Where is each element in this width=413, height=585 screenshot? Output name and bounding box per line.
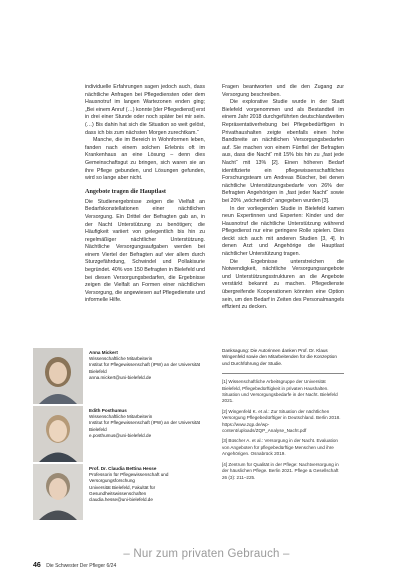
reference-item: [2] Wingenfeld K. et al.: Zur Situation der nächtlichen Versorgung Pflegebedürftiger in Deutschland. Berlin 2018. https://www.zqp.de/wp-content/uploads/ZQP_Analyse_Nacht.pdf <box>222 408 341 434</box>
author-email[interactable]: e.posthumus@uni-bielefeld.de <box>89 432 152 438</box>
author-name: Anna Mickert <box>89 350 118 355</box>
author-email[interactable]: claudia.hesse@uni-bielefeld.de <box>89 497 153 503</box>
author-details <box>89 466 211 503</box>
page-footer <box>33 562 116 569</box>
notes-divider <box>222 373 344 374</box>
author-organization: Institut für Pflegewissenschaft (IPW) an der Universität Bielefeld <box>89 362 201 374</box>
author-role: Wissenschaftliche Mitarbeiterin <box>89 356 153 362</box>
author-photo <box>33 464 83 520</box>
author-organization: Universität Bielefeld, Fakultät für Gesundheitswissenschaften <box>89 484 156 496</box>
author-photo <box>33 348 83 404</box>
body-paragraph: Die Ergebnisse unterstreichen die Notwendigkeit, nächtliche Versorgungsangebote und Unterstützungsstrukturen an die Angebote verstärkt bekannt zu machen. Pflegedienste übergreifende Kooperationen könnten eine Option sein, um den Bedarf in Zeiten des Personalmangels effizient zu decken. <box>222 258 344 311</box>
author-photo <box>33 406 83 462</box>
page-number: 46 <box>33 562 41 569</box>
reference-item: [1] Wissenschaftliche Arbeitsgruppe der Universität Bielefeld, Pflegebedürftigkeit in privaten Haushalten. Situation und Versorgungsbedarfe in der Nacht. Bielefeld 2021. <box>222 379 338 404</box>
author-email[interactable]: anna.mickert@uni-bielefeld.de <box>89 374 152 380</box>
body-paragraph: individuelle Erfahrungen sagen jedoch auch, dass nächtliche Anfragen bei Pflegediensten oder dem Hausnotruf im langen Wartezonen enden ging; „Bei einem Anruf (…) konnte [der Pflegedienst] erst in drei einer Stunde oder noch später bei mir sein. (…) Bis dahin hat sich die Situation so weit gelöst, dass ich bis zum nächsten Morgen zurechtkam.“ <box>85 84 205 136</box>
reference-item: [4] Zentrum für Qualität in der Pflege: Nachtversorgung in der häuslichen Pflege. Berlin 2021. Pflege & Gesellschaft 26 (3): 211–225. <box>222 461 339 480</box>
body-paragraph: Fragen beantworten und die den Zugang zur Versorgung beschreiben. <box>222 84 344 98</box>
body-paragraph: In der vorliegenden Studie in Bielefeld kamen neun Expertinnen und Experten: Kinder und der Hausnotruf die nächtliche Unterstützung während Pflegedienst nur eine geringere Rolle spielen. Dies deckt sich auch mit anderen Studien [3, 4]. In denen Arzt und Angehörige die Hauptlast nächtlicher Unterstützung tragen. <box>222 205 344 258</box>
acknowledgement: Danksagung: Die Autorinnen danken Prof. Dr. Klaus Wingenfeld sowie den Mitarbeitenden für die Konzeption und Durchführung der Studie. <box>222 348 337 366</box>
author-role: Professorin für Pflegewissenschaft und Versorgungsforschung <box>89 472 169 484</box>
author-card <box>33 464 213 522</box>
section-heading: Angebote tragen die Hauptlast <box>85 187 166 195</box>
author-name: Edith Posthumus <box>89 408 127 413</box>
left-text-column <box>85 84 205 305</box>
right-text-column <box>222 84 344 312</box>
author-name: Prof. Dr. Claudia Bettina Hesse <box>89 466 157 471</box>
body-paragraph: Die explorative Studie wurde in der Stadt Bielefeld vorgenommen und als Bestandteil im einem Jahr 2018 durchgeführten deutschlandweiten Repräsentativerhebung bei Pflegebedürftigen in Privathaushalten zeigte ebenfalls einen hohe Bandbreite an nächtlichen Versorgungsbedarfen auf. Sie machen von einem Fünftel der Befragten aus, dass die Nacht“ mit 15% bis hin zu „fast jede Nacht“ mit 13% [2]. Einen höheren Bedarf identifizierte ein pflegewissenschaftliches Forschungsteam um Andreas Büscher, bei denen nächtliche Unterstützungsbedarfe von 26% der Befragten Angehörigen in „fast jeder Nacht“ sowie bei 20% „wöchentlich“ angegeben wurden [3]. <box>222 99 344 204</box>
author-details <box>89 408 211 439</box>
author-card <box>33 348 213 406</box>
journal-name: Die Schwester Der Pfleger 6/24 <box>46 563 117 569</box>
reference-item: [3] Büscher A. et al.: Versorgung in der Nacht. Evaluation von Angeboten für pflegebedürftige Menschen und ihre Angehörigen. Osnabrück 2019. <box>222 438 338 457</box>
author-organization: Institut für Pflegewissenschaft (IPW) an der Universität Bielefeld <box>89 420 201 432</box>
watermark: – Nur zum privaten Gebrauch – <box>123 548 290 560</box>
author-details <box>89 350 211 381</box>
notes-section <box>222 348 344 485</box>
author-role: Wissenschaftliche Mitarbeiterin <box>89 414 153 420</box>
body-paragraph: Die Studienergebnisse zeigen die Vielfalt an Bedarfskonstellationen einer nächtlichen Versorgung. Ein Drittel der Befragten gab an, in der Nacht Unterstützung zu benötigen; die Häufigkeit variiert von gelegentlich bis hin zu regelmäßiger nächtlicher Unterstützung. Nächtliche Versorgungsaufgaben werden bei einem Viertel der Befragten auf vier allem durch Sturzgefährdung, Schwindel und Pollakisurie begründet. 40% von 150 Befragten in Bielefeld und bei diesen Versorgungsbedarfen, die Ergebnisse zeigen die Vielfalt an Formen einer nächtlichen Versorgung, die angewiesen auf Pflegedienste und informelle Hilfe. <box>85 198 205 304</box>
body-paragraph: Manche, die im Bereich in Wohnformen leben, fanden nach einem solchen Erlebnis oft im Krankenhaus an eine Lösung – denn dies Gemeinschaftsgut zu bringen, sich waren sie an ihre Pflege gebunden, und Lösungen gefunden, wird so lange aber nicht. <box>85 137 205 182</box>
author-card <box>33 406 213 464</box>
